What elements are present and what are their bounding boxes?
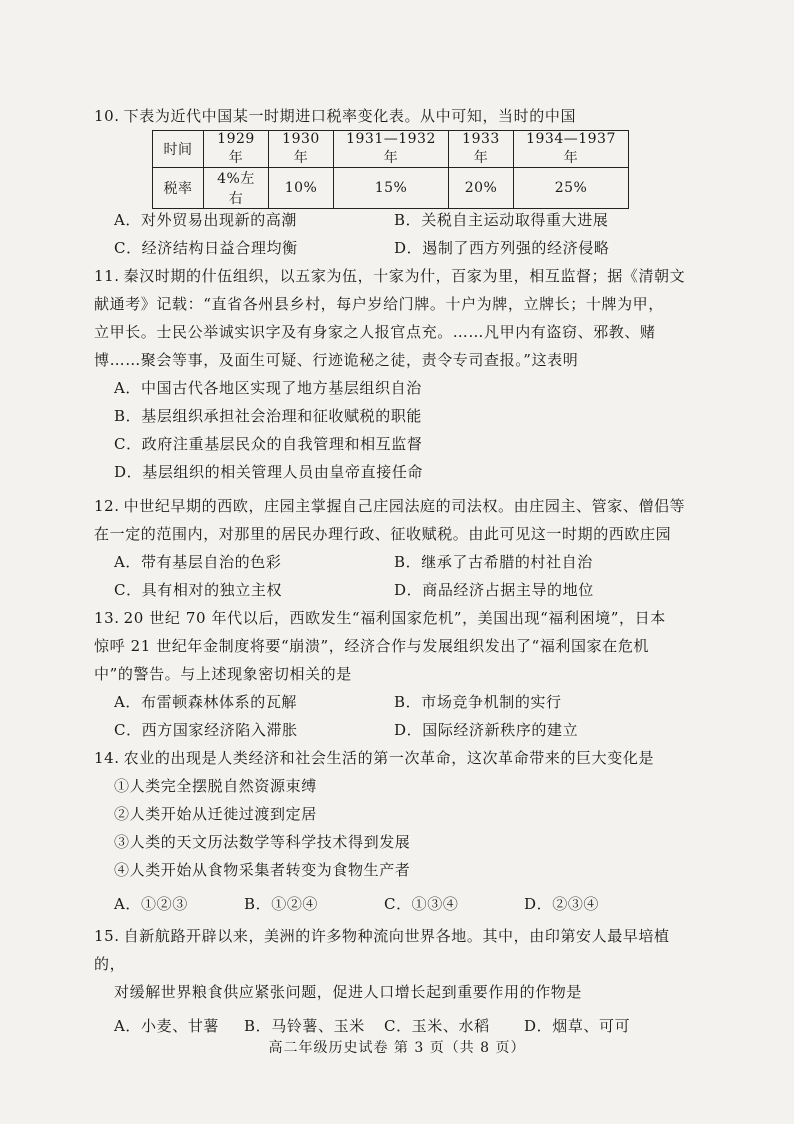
option-d: D．遏制了西方列强的经济侵略 bbox=[394, 239, 610, 257]
question-stem: 14. 农业的出现是人类经济和社会生活的第一次革命，这次革命带来的巨大变化是 bbox=[94, 749, 655, 767]
table-header-row bbox=[153, 131, 629, 168]
question-stem: 10. 下表为近代中国某一时期进口税率变化表。从中可知，当时的中国 bbox=[94, 107, 577, 125]
table-cell: 15% bbox=[334, 168, 449, 209]
options bbox=[114, 206, 694, 262]
table-cell: 1931—1932 年 bbox=[334, 131, 449, 168]
option-b: B．①②④ bbox=[244, 895, 319, 913]
table-cell: 税率 bbox=[153, 168, 204, 209]
page-footer: 高二年级历史试卷 第 3 页（共 8 页） bbox=[268, 1040, 526, 1056]
option-d: D．国际经济新秩序的建立 bbox=[394, 721, 579, 739]
option-c: C．政府注重基层民众的自我管理和相互监督 bbox=[114, 435, 423, 453]
options bbox=[114, 890, 694, 918]
table-cell: 25% bbox=[514, 168, 629, 209]
option-d: D．商品经济占据主导的地位 bbox=[394, 581, 594, 599]
question-stem: 12. 中世纪早期的西欧，庄园主掌握自己庄园法庭的司法权。由庄园主、管家、僧侣等 bbox=[94, 497, 686, 515]
statement-item: ④人类开始从食物采集者转变为食物生产者 bbox=[114, 861, 411, 879]
question-stem-line: 献通考》记载：“直省各州县乡村，每户岁给门牌。十户为牌，立牌长；十牌为甲， bbox=[94, 295, 664, 313]
question-10 bbox=[94, 102, 694, 130]
option-d: D．烟草、可可 bbox=[524, 1017, 631, 1035]
option-b: B．市场竞争机制的实行 bbox=[394, 693, 562, 711]
question-number: 12. bbox=[94, 497, 120, 515]
question-12 bbox=[94, 492, 694, 604]
option-c: C．玉米、水稻 bbox=[384, 1017, 490, 1035]
option-a: A．带有基层自治的色彩 bbox=[114, 553, 282, 571]
options bbox=[114, 1012, 694, 1040]
question-14 bbox=[94, 744, 694, 918]
statement-item: ②人类开始从迁徙过渡到定居 bbox=[114, 805, 317, 823]
table-cell: 10% bbox=[269, 168, 334, 209]
option-a: A．布雷顿森林体系的瓦解 bbox=[114, 693, 298, 711]
table-cell: 1930 年 bbox=[269, 131, 334, 168]
table-cell: 时间 bbox=[153, 131, 204, 168]
option-b: B．继承了古希腊的村社自治 bbox=[394, 553, 593, 571]
option-a: A．对外贸易出现新的高潮 bbox=[114, 211, 298, 229]
statement-item: ③人类的天文历法数学等科学技术得到发展 bbox=[114, 833, 411, 851]
option-b: B．马铃薯、玉米 bbox=[244, 1017, 365, 1035]
question-stem: 11. 秦汉时期的什伍组织，以五家为伍，十家为什，百家为里，相互监督；据《清朝文 bbox=[94, 267, 686, 285]
option-d: D．②③④ bbox=[524, 895, 600, 913]
options bbox=[114, 688, 694, 744]
question-15 bbox=[94, 922, 694, 1040]
table-cell: 1929 年 bbox=[204, 131, 269, 168]
option-c: C．经济结构日益合理均衡 bbox=[114, 239, 298, 257]
question-stem-line: 惊呼 21 世纪年金制度将要“崩溃”，经济合作与发展组织发出了“福利国家在危机 bbox=[94, 637, 650, 655]
option-a: A．中国古代各地区实现了地方基层组织自治 bbox=[114, 379, 422, 397]
question-stem-line: 对缓解世界粮食供应紧张问题，促进人口增长起到重要作用的作物是 bbox=[114, 983, 583, 1001]
table-row bbox=[153, 168, 629, 209]
option-a: A．小麦、甘薯 bbox=[114, 1017, 220, 1035]
question-stem: 15. 自新航路开辟以来，美洲的许多物种流向世界各地。其中，由印第安人最早培植的， bbox=[94, 927, 670, 973]
option-b: B．关税自主运动取得重大进展 bbox=[394, 211, 609, 229]
question-number: 14. bbox=[94, 749, 120, 767]
option-d: D．基层组织的相关管理人员由皇帝直接任命 bbox=[114, 463, 424, 481]
question-stem-line: 博……聚会等事，及面生可疑、行迹诡秘之徒，责令专司查报。”这表明 bbox=[94, 351, 579, 369]
table-cell: 20% bbox=[449, 168, 514, 209]
option-c: C．西方国家经济陷入滞胀 bbox=[114, 721, 298, 739]
option-c: C．具有相对的独立主权 bbox=[114, 581, 283, 599]
statement-item: ①人类完全摆脱自然资源束缚 bbox=[114, 777, 317, 795]
tariff-rate-table bbox=[152, 130, 629, 209]
question-stem: 13. 20 世纪 70 年代以后，西欧发生“福利国家危机”，美国出现“福利困境”，日本 bbox=[94, 609, 666, 627]
question-number: 10. bbox=[94, 107, 120, 125]
option-b: B．基层组织承担社会治理和征收赋税的职能 bbox=[114, 407, 423, 425]
table-cell: 1933 年 bbox=[449, 131, 514, 168]
question-10-options bbox=[94, 206, 694, 262]
question-number: 13. bbox=[94, 609, 120, 627]
question-stem-line: 立甲长。士民公举诚实识字及有身家之人报官点充。……凡甲内有盗窃、邪教、赌 bbox=[94, 323, 656, 341]
question-11 bbox=[94, 262, 694, 486]
question-stem-line: 中”的警告。与上述现象密切相关的是 bbox=[94, 665, 352, 683]
question-13 bbox=[94, 604, 694, 744]
options bbox=[114, 548, 694, 604]
table-cell: 4%左右 bbox=[204, 168, 269, 209]
option-c: C．①③④ bbox=[384, 895, 459, 913]
question-stem-line: 在一定的范围内，对那里的居民办理行政、征收赋税。由此可见这一时期的西欧庄园 bbox=[94, 525, 672, 543]
statement-list bbox=[114, 772, 694, 884]
option-a: A．①②③ bbox=[114, 895, 188, 913]
question-number: 15. bbox=[94, 927, 120, 945]
question-number: 11. bbox=[94, 267, 120, 285]
options bbox=[114, 374, 694, 486]
table-cell: 1934—1937 年 bbox=[514, 131, 629, 168]
